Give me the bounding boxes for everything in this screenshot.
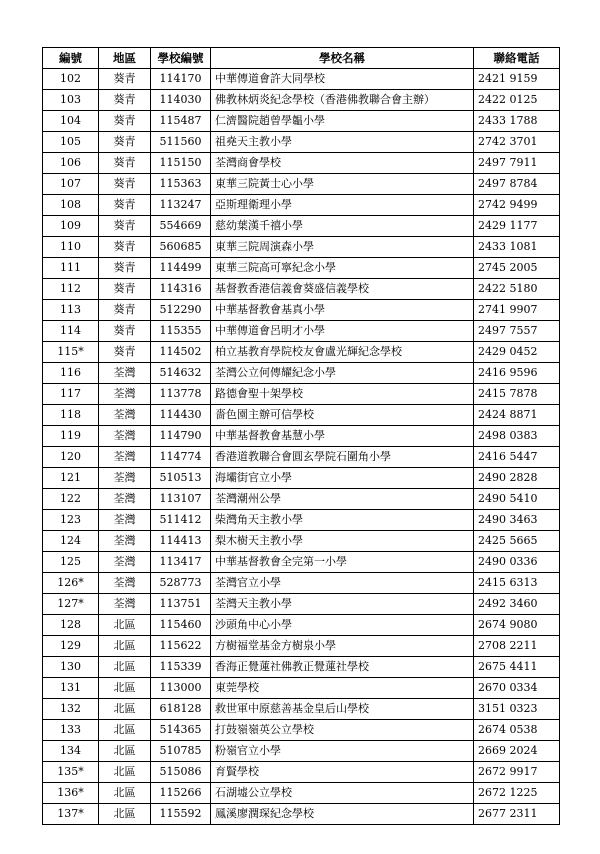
cell-school-code: 114030 bbox=[151, 90, 211, 111]
cell-school-name: 香港道教聯合會圓玄學院石圍角小學 bbox=[211, 447, 474, 468]
cell-number: 104 bbox=[43, 111, 99, 132]
cell-school-code: 114413 bbox=[151, 531, 211, 552]
cell-school-code: 114774 bbox=[151, 447, 211, 468]
header-school-code: 學校編號 bbox=[151, 48, 211, 69]
cell-school-name: 方樹福堂基金方樹泉小學 bbox=[211, 636, 474, 657]
cell-number: 109 bbox=[43, 216, 99, 237]
cell-phone: 2416 5447 bbox=[474, 447, 560, 468]
cell-number: 102 bbox=[43, 69, 99, 90]
cell-district: 葵青 bbox=[99, 111, 151, 132]
cell-phone: 2741 9907 bbox=[474, 300, 560, 321]
table-row bbox=[43, 531, 560, 552]
cell-school-code: 113247 bbox=[151, 195, 211, 216]
cell-phone: 2670 0334 bbox=[474, 678, 560, 699]
cell-school-name: 香海正覺蓮社佛教正覺蓮社學校 bbox=[211, 657, 474, 678]
cell-school-code: 115339 bbox=[151, 657, 211, 678]
cell-number: 131 bbox=[43, 678, 99, 699]
cell-phone: 2742 3701 bbox=[474, 132, 560, 153]
cell-district: 荃灣 bbox=[99, 489, 151, 510]
cell-phone: 2672 1225 bbox=[474, 783, 560, 804]
cell-district: 北區 bbox=[99, 720, 151, 741]
cell-school-name: 打鼓嶺嶺英公立學校 bbox=[211, 720, 474, 741]
header-phone: 聯絡電話 bbox=[474, 48, 560, 69]
table-row bbox=[43, 699, 560, 720]
cell-phone: 2490 3463 bbox=[474, 510, 560, 531]
cell-school-name: 梨木樹天主教小學 bbox=[211, 531, 474, 552]
cell-district: 葵青 bbox=[99, 300, 151, 321]
cell-school-name: 沙頭角中心小學 bbox=[211, 615, 474, 636]
cell-school-code: 115355 bbox=[151, 321, 211, 342]
table-row bbox=[43, 321, 560, 342]
cell-school-name: 基督教香港信義會葵盛信義學校 bbox=[211, 279, 474, 300]
cell-number: 115* bbox=[43, 342, 99, 363]
cell-school-code: 114499 bbox=[151, 258, 211, 279]
cell-school-name: 荃灣官立小學 bbox=[211, 573, 474, 594]
cell-school-code: 515086 bbox=[151, 762, 211, 783]
cell-district: 葵青 bbox=[99, 258, 151, 279]
cell-phone: 2424 8871 bbox=[474, 405, 560, 426]
table-row bbox=[43, 489, 560, 510]
cell-district: 北區 bbox=[99, 804, 151, 825]
cell-number: 133 bbox=[43, 720, 99, 741]
cell-number: 118 bbox=[43, 405, 99, 426]
cell-district: 葵青 bbox=[99, 153, 151, 174]
cell-number: 128 bbox=[43, 615, 99, 636]
cell-school-code: 115622 bbox=[151, 636, 211, 657]
cell-phone: 2422 5180 bbox=[474, 279, 560, 300]
cell-district: 北區 bbox=[99, 636, 151, 657]
cell-school-name: 佛教林炳炎紀念學校（香港佛教聯合會主辦） bbox=[211, 90, 474, 111]
cell-district: 荃灣 bbox=[99, 531, 151, 552]
cell-school-code: 113000 bbox=[151, 678, 211, 699]
cell-district: 荃灣 bbox=[99, 447, 151, 468]
cell-district: 北區 bbox=[99, 615, 151, 636]
school-list-table bbox=[42, 47, 560, 825]
cell-district: 荃灣 bbox=[99, 594, 151, 615]
cell-school-name: 柏立基教育學院校友會盧光輝紀念學校 bbox=[211, 342, 474, 363]
cell-school-code: 115460 bbox=[151, 615, 211, 636]
header-district: 地區 bbox=[99, 48, 151, 69]
table-row bbox=[43, 363, 560, 384]
table-row bbox=[43, 720, 560, 741]
cell-phone: 2416 9596 bbox=[474, 363, 560, 384]
cell-district: 葵青 bbox=[99, 216, 151, 237]
cell-school-name: 中華傳道會呂明才小學 bbox=[211, 321, 474, 342]
cell-school-name: 荃灣公立何傳耀紀念小學 bbox=[211, 363, 474, 384]
table-row bbox=[43, 90, 560, 111]
cell-phone: 2708 2211 bbox=[474, 636, 560, 657]
document-page bbox=[42, 47, 559, 825]
cell-phone: 2490 0336 bbox=[474, 552, 560, 573]
cell-school-name: 石湖墟公立學校 bbox=[211, 783, 474, 804]
cell-phone: 2497 7557 bbox=[474, 321, 560, 342]
cell-district: 荃灣 bbox=[99, 468, 151, 489]
cell-district: 葵青 bbox=[99, 90, 151, 111]
cell-district: 荃灣 bbox=[99, 510, 151, 531]
table-row bbox=[43, 279, 560, 300]
cell-number: 113 bbox=[43, 300, 99, 321]
cell-school-name: 東華三院高可寧紀念小學 bbox=[211, 258, 474, 279]
table-row bbox=[43, 594, 560, 615]
table-row bbox=[43, 510, 560, 531]
table-header-row bbox=[43, 48, 560, 69]
table-row bbox=[43, 636, 560, 657]
cell-school-name: 中華基督教會全完第一小學 bbox=[211, 552, 474, 573]
table-body bbox=[43, 69, 560, 825]
cell-district: 葵青 bbox=[99, 342, 151, 363]
table-row bbox=[43, 552, 560, 573]
cell-school-code: 554669 bbox=[151, 216, 211, 237]
cell-district: 葵青 bbox=[99, 195, 151, 216]
cell-district: 北區 bbox=[99, 699, 151, 720]
cell-district: 荃灣 bbox=[99, 405, 151, 426]
cell-phone: 2433 1788 bbox=[474, 111, 560, 132]
cell-number: 129 bbox=[43, 636, 99, 657]
cell-district: 北區 bbox=[99, 783, 151, 804]
table-row bbox=[43, 615, 560, 636]
table-row bbox=[43, 237, 560, 258]
cell-phone: 2498 0383 bbox=[474, 426, 560, 447]
cell-school-name: 路德會聖十架學校 bbox=[211, 384, 474, 405]
cell-district: 北區 bbox=[99, 657, 151, 678]
table-row bbox=[43, 657, 560, 678]
cell-district: 荃灣 bbox=[99, 426, 151, 447]
table-row bbox=[43, 741, 560, 762]
cell-phone: 2421 9159 bbox=[474, 69, 560, 90]
cell-number: 107 bbox=[43, 174, 99, 195]
cell-school-code: 511412 bbox=[151, 510, 211, 531]
table-row bbox=[43, 132, 560, 153]
cell-school-code: 115487 bbox=[151, 111, 211, 132]
cell-school-name: 東華三院黃士心小學 bbox=[211, 174, 474, 195]
cell-number: 124 bbox=[43, 531, 99, 552]
cell-phone: 2429 1177 bbox=[474, 216, 560, 237]
table-row bbox=[43, 195, 560, 216]
cell-school-code: 618128 bbox=[151, 699, 211, 720]
cell-school-code: 514365 bbox=[151, 720, 211, 741]
cell-district: 葵青 bbox=[99, 69, 151, 90]
cell-school-code: 113417 bbox=[151, 552, 211, 573]
cell-number: 135* bbox=[43, 762, 99, 783]
cell-school-name: 荃灣天主教小學 bbox=[211, 594, 474, 615]
cell-number: 137* bbox=[43, 804, 99, 825]
cell-district: 葵青 bbox=[99, 279, 151, 300]
cell-phone: 2674 0538 bbox=[474, 720, 560, 741]
cell-school-code: 113751 bbox=[151, 594, 211, 615]
cell-phone: 2669 2024 bbox=[474, 741, 560, 762]
cell-phone: 2429 0452 bbox=[474, 342, 560, 363]
cell-district: 荃灣 bbox=[99, 573, 151, 594]
table-row bbox=[43, 762, 560, 783]
cell-school-code: 114430 bbox=[151, 405, 211, 426]
cell-phone: 2672 9917 bbox=[474, 762, 560, 783]
cell-school-name: 粉嶺官立小學 bbox=[211, 741, 474, 762]
cell-school-name: 亞斯理衛理小學 bbox=[211, 195, 474, 216]
table-row bbox=[43, 783, 560, 804]
cell-phone: 2677 2311 bbox=[474, 804, 560, 825]
cell-number: 111 bbox=[43, 258, 99, 279]
cell-phone: 2433 1081 bbox=[474, 237, 560, 258]
table-row bbox=[43, 804, 560, 825]
table-row bbox=[43, 111, 560, 132]
cell-school-code: 528773 bbox=[151, 573, 211, 594]
cell-number: 121 bbox=[43, 468, 99, 489]
cell-school-name: 荃灣潮州公學 bbox=[211, 489, 474, 510]
cell-school-code: 114502 bbox=[151, 342, 211, 363]
cell-school-code: 510785 bbox=[151, 741, 211, 762]
cell-district: 葵青 bbox=[99, 321, 151, 342]
header-number: 編號 bbox=[43, 48, 99, 69]
table-row bbox=[43, 300, 560, 321]
cell-phone: 2675 4411 bbox=[474, 657, 560, 678]
cell-phone: 2415 7878 bbox=[474, 384, 560, 405]
cell-district: 荃灣 bbox=[99, 552, 151, 573]
cell-school-name: 中華基督教會基真小學 bbox=[211, 300, 474, 321]
cell-district: 北區 bbox=[99, 741, 151, 762]
cell-number: 127* bbox=[43, 594, 99, 615]
cell-school-code: 560685 bbox=[151, 237, 211, 258]
cell-number: 136* bbox=[43, 783, 99, 804]
cell-school-code: 114170 bbox=[151, 69, 211, 90]
cell-number: 122 bbox=[43, 489, 99, 510]
cell-school-code: 115592 bbox=[151, 804, 211, 825]
cell-school-name: 鳳溪廖潤琛紀念學校 bbox=[211, 804, 474, 825]
table-row bbox=[43, 153, 560, 174]
cell-number: 125 bbox=[43, 552, 99, 573]
cell-number: 105 bbox=[43, 132, 99, 153]
table-row bbox=[43, 447, 560, 468]
cell-number: 120 bbox=[43, 447, 99, 468]
cell-school-name: 荃灣商會學校 bbox=[211, 153, 474, 174]
cell-phone: 2425 5665 bbox=[474, 531, 560, 552]
cell-phone: 2497 7911 bbox=[474, 153, 560, 174]
cell-number: 126* bbox=[43, 573, 99, 594]
cell-number: 110 bbox=[43, 237, 99, 258]
table-row bbox=[43, 69, 560, 90]
table-row bbox=[43, 405, 560, 426]
table-row bbox=[43, 573, 560, 594]
cell-school-name: 仁濟醫院趙曾學韞小學 bbox=[211, 111, 474, 132]
table-row bbox=[43, 258, 560, 279]
cell-school-name: 嗇色園主辦可信學校 bbox=[211, 405, 474, 426]
table-row bbox=[43, 426, 560, 447]
table-row bbox=[43, 678, 560, 699]
cell-school-code: 511560 bbox=[151, 132, 211, 153]
cell-district: 葵青 bbox=[99, 132, 151, 153]
cell-phone: 2742 9499 bbox=[474, 195, 560, 216]
table-row bbox=[43, 468, 560, 489]
cell-school-code: 512290 bbox=[151, 300, 211, 321]
cell-phone: 2415 6313 bbox=[474, 573, 560, 594]
cell-school-name: 祖堯天主教小學 bbox=[211, 132, 474, 153]
cell-number: 134 bbox=[43, 741, 99, 762]
header-school-name: 學校名稱 bbox=[211, 48, 474, 69]
cell-school-code: 113778 bbox=[151, 384, 211, 405]
cell-phone: 2492 3460 bbox=[474, 594, 560, 615]
cell-phone: 2490 5410 bbox=[474, 489, 560, 510]
cell-school-name: 中華基督教會基慧小學 bbox=[211, 426, 474, 447]
cell-school-name: 海壩街官立小學 bbox=[211, 468, 474, 489]
cell-number: 114 bbox=[43, 321, 99, 342]
cell-number: 130 bbox=[43, 657, 99, 678]
cell-number: 108 bbox=[43, 195, 99, 216]
cell-district: 葵青 bbox=[99, 174, 151, 195]
cell-number: 106 bbox=[43, 153, 99, 174]
cell-district: 荃灣 bbox=[99, 363, 151, 384]
cell-district: 荃灣 bbox=[99, 384, 151, 405]
cell-phone: 2490 2828 bbox=[474, 468, 560, 489]
cell-school-name: 中華傳道會許大同學校 bbox=[211, 69, 474, 90]
cell-school-code: 115266 bbox=[151, 783, 211, 804]
table-row bbox=[43, 342, 560, 363]
cell-phone: 2422 0125 bbox=[474, 90, 560, 111]
cell-school-code: 114316 bbox=[151, 279, 211, 300]
cell-phone: 2497 8784 bbox=[474, 174, 560, 195]
cell-school-code: 115363 bbox=[151, 174, 211, 195]
cell-number: 119 bbox=[43, 426, 99, 447]
table-row bbox=[43, 384, 560, 405]
cell-phone: 2745 2005 bbox=[474, 258, 560, 279]
cell-school-name: 救世軍中原慈善基金皇后山學校 bbox=[211, 699, 474, 720]
table-row bbox=[43, 174, 560, 195]
cell-school-name: 育賢學校 bbox=[211, 762, 474, 783]
cell-school-name: 東莞學校 bbox=[211, 678, 474, 699]
cell-school-code: 113107 bbox=[151, 489, 211, 510]
cell-school-name: 柴灣角天主教小學 bbox=[211, 510, 474, 531]
cell-number: 132 bbox=[43, 699, 99, 720]
cell-phone: 3151 0323 bbox=[474, 699, 560, 720]
cell-school-code: 514632 bbox=[151, 363, 211, 384]
cell-school-name: 東華三院周演森小學 bbox=[211, 237, 474, 258]
cell-number: 123 bbox=[43, 510, 99, 531]
cell-school-name: 慈幼葉漢千禧小學 bbox=[211, 216, 474, 237]
cell-district: 北區 bbox=[99, 762, 151, 783]
cell-school-code: 114790 bbox=[151, 426, 211, 447]
cell-school-code: 510513 bbox=[151, 468, 211, 489]
cell-phone: 2674 9080 bbox=[474, 615, 560, 636]
cell-school-code: 115150 bbox=[151, 153, 211, 174]
cell-district: 北區 bbox=[99, 678, 151, 699]
cell-number: 117 bbox=[43, 384, 99, 405]
cell-number: 103 bbox=[43, 90, 99, 111]
cell-number: 116 bbox=[43, 363, 99, 384]
cell-district: 葵青 bbox=[99, 237, 151, 258]
table-row bbox=[43, 216, 560, 237]
cell-number: 112 bbox=[43, 279, 99, 300]
